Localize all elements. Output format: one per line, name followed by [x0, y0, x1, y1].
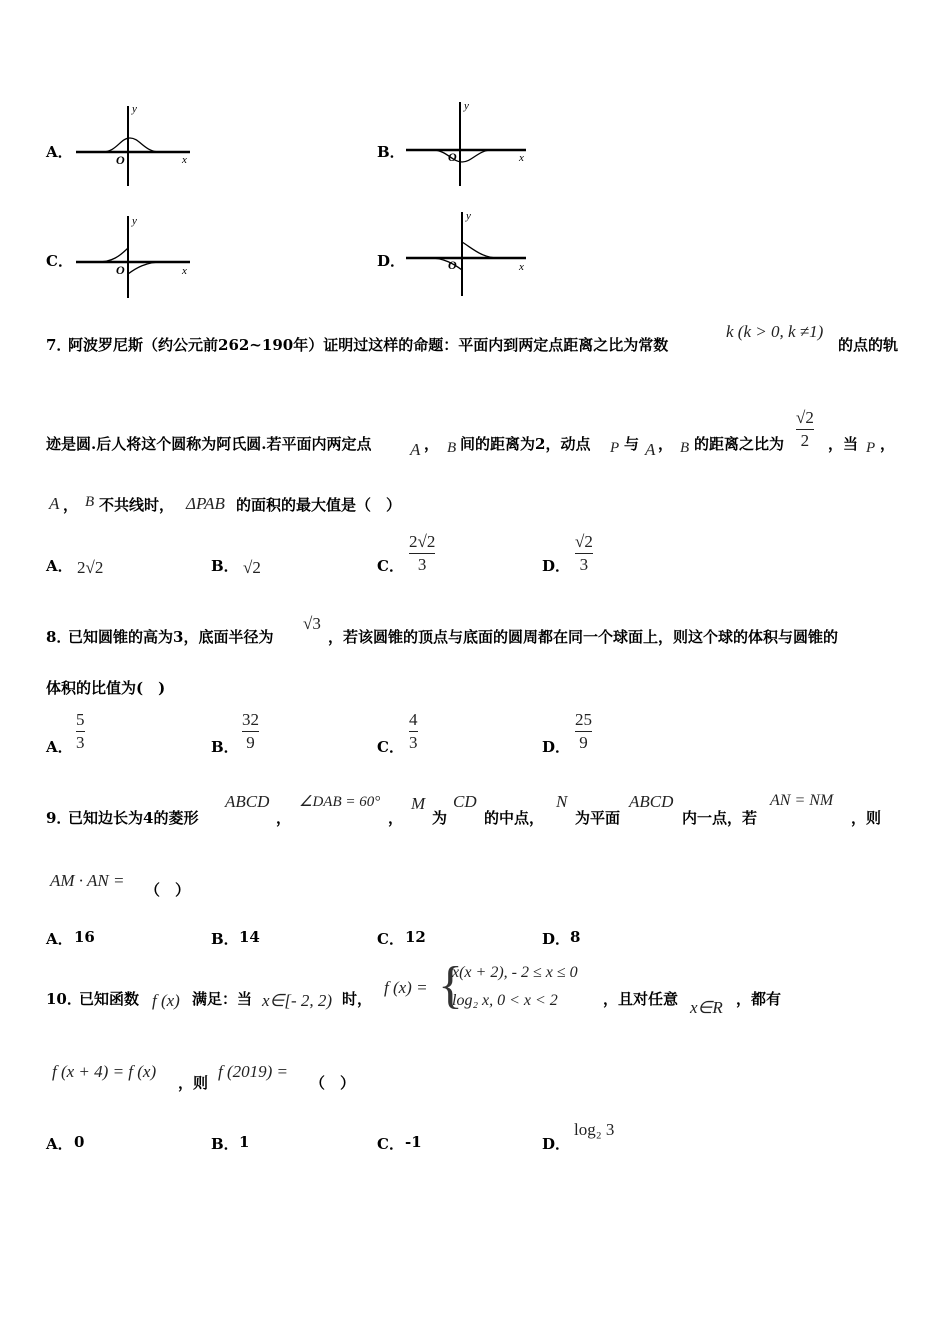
q6a-y-label: y — [132, 103, 137, 115]
q8-option-c-bar — [409, 731, 418, 732]
q7-option-d-num: √2 — [575, 532, 593, 551]
q6-option-b-graph[interactable] — [402, 98, 532, 190]
q7-ratio-fraction — [796, 408, 814, 451]
q8-option-d-bar — [575, 731, 592, 732]
q10-text-5: ，都有 — [736, 990, 782, 1008]
q8-line1-b: ，若该圆锥的顶点与底面的圆周都在同一个球面上，则这个球的体积与圆锥的 — [328, 628, 839, 646]
q10-domain: x∈[- 2, 2) — [262, 991, 333, 1010]
q6b-y-label: y — [464, 100, 469, 112]
q8-option-b-den: 9 — [246, 733, 255, 752]
q9-option-b-label[interactable]: B． — [211, 930, 239, 948]
q9-text-2: ， — [276, 809, 292, 827]
q7-line3-point-b: B — [85, 494, 95, 510]
q9-angle: ∠DAB = 60° — [299, 794, 381, 810]
q9-text-1: 已知边长为4的菱形 — [68, 809, 199, 827]
q6-option-c-label[interactable]: C． — [46, 252, 73, 270]
q7-number: 7． — [46, 336, 72, 354]
q10-case-1: x(x + 2), - 2 ≤ x ≤ 0 — [452, 964, 578, 981]
q7-point-b: B — [447, 440, 457, 456]
q7-comma-3: ， — [63, 496, 79, 514]
q10-text-1: 已知函数 — [79, 990, 140, 1008]
q10-fx-eq: f (x) = — [384, 978, 428, 997]
q8-option-c-label[interactable]: C． — [377, 738, 404, 756]
q6d-x-label: x — [519, 261, 524, 273]
q7-option-a-value[interactable]: 2√2 — [77, 558, 104, 577]
q8-option-c-fraction[interactable] — [409, 710, 418, 753]
q9-point-m: M — [411, 794, 426, 813]
q9-abcd: ABCD — [225, 792, 270, 811]
q7-ratio-bar — [796, 429, 814, 430]
q10-option-a-label[interactable]: A． — [46, 1135, 73, 1153]
q7-option-c-num: 2√2 — [409, 532, 436, 551]
q10-period: f (x + 4) = f (x) — [52, 1062, 157, 1081]
q7-line1: 阿波罗尼斯（约公元前262~190年）证明过这样的命题：平面内到两定点距离之比为常数 — [68, 336, 669, 354]
q9-text-4: 为 — [432, 809, 448, 827]
q9-text-5: 的中点， — [484, 809, 545, 827]
q7-point-b-2: B — [680, 440, 690, 456]
q10-x-in-r: x∈R — [690, 998, 723, 1017]
q7-comma-2: ， — [658, 435, 674, 453]
q9-text-9: （ ） — [145, 881, 191, 899]
q9-dot-product: AM · AN = — [50, 871, 125, 890]
q8-line1-a: 已知圆锥的高为3，底面半径为 — [68, 628, 274, 646]
q7-option-d-den: 3 — [579, 555, 589, 574]
q10-option-c-value[interactable]: -1 — [405, 1133, 422, 1151]
q7-point-p-2: P — [866, 440, 876, 456]
q7-triangle: ΔPAB — [186, 494, 225, 513]
q8-option-c-den: 3 — [409, 733, 418, 752]
q10-option-a-value[interactable]: 0 — [74, 1133, 85, 1151]
q7-line1-end: 的点的轨 — [838, 336, 899, 354]
q9-option-d-label[interactable]: D． — [542, 930, 571, 948]
q6b-x-label: x — [519, 152, 524, 164]
q8-option-a-num: 5 — [76, 710, 85, 729]
q6-option-d-graph[interactable] — [402, 208, 532, 300]
q7-option-c-bar — [409, 553, 435, 554]
q7-option-d-bar — [575, 553, 593, 554]
q10-case-2: log₂ x, 0 < x < 2 — [452, 992, 558, 1009]
q8-option-a-label[interactable]: A． — [46, 738, 73, 756]
q9-option-c-label[interactable]: C． — [377, 930, 404, 948]
q8-option-d-fraction[interactable] — [575, 710, 592, 753]
q7-option-c-fraction[interactable] — [409, 532, 435, 575]
q7-line2-d: 的距离之比为 — [694, 435, 785, 453]
q7-option-d-label[interactable]: D． — [542, 557, 571, 575]
q8-option-a-den: 3 — [76, 733, 85, 752]
q9-point-n: N — [556, 792, 568, 811]
q9-option-c-value[interactable]: 12 — [405, 928, 426, 946]
q7-line2-a: 迹是圆.后人将这个圆称为阿氏圆.若平面内两定点 — [46, 435, 372, 453]
q9-condition: AN = NM — [770, 792, 834, 809]
q9-text-3: ， — [388, 809, 404, 827]
q9-option-d-value[interactable]: 8 — [570, 928, 581, 946]
q10-brace: { — [438, 957, 463, 1014]
q7-point-a: A — [410, 440, 421, 459]
q10-number: 10． — [46, 990, 82, 1008]
q7-option-b-label[interactable]: B． — [211, 557, 239, 575]
q8-option-d-den: 9 — [579, 733, 588, 752]
q9-text-8: ，则 — [851, 809, 882, 827]
q7-comma-1: ， — [424, 435, 440, 453]
q10-option-b-label[interactable]: B． — [211, 1135, 239, 1153]
q8-number: 8． — [46, 628, 72, 646]
q8-radius: √3 — [303, 614, 321, 633]
q7-k-expr: k (k > 0, k ≠1) — [726, 322, 824, 341]
q6-option-a-graph[interactable] — [72, 100, 197, 190]
q7-point-p: P — [610, 440, 620, 456]
q7-line3-a: 不共线时， — [99, 496, 175, 514]
q9-option-a-value[interactable]: 16 — [74, 928, 95, 946]
q9-abcd-2: ABCD — [629, 792, 674, 811]
q7-option-d-fraction[interactable] — [575, 532, 593, 575]
q8-option-b-num: 32 — [242, 710, 259, 729]
q6d-origin-label: O — [448, 258, 457, 272]
q6-option-a-label[interactable]: A． — [46, 143, 73, 161]
q9-cd: CD — [453, 792, 477, 811]
q8-option-a-fraction[interactable] — [76, 710, 85, 753]
q6d-y-label: y — [466, 210, 471, 222]
q8-option-a-bar — [76, 731, 85, 732]
q10-text-3: 时， — [342, 990, 373, 1008]
q9-text-7: 内一点，若 — [682, 809, 758, 827]
q8-option-c-num: 4 — [409, 710, 418, 729]
q10-text-4: ，且对任意 — [603, 990, 679, 1008]
q10-f2019: f (2019) = — [218, 1062, 289, 1081]
q10-text-7: （ ） — [310, 1074, 356, 1092]
q8-option-d-num: 25 — [575, 710, 592, 729]
q7-point-a-2: A — [645, 440, 656, 459]
q8-option-d-label[interactable]: D． — [542, 738, 571, 756]
q10-option-d-label[interactable]: D． — [542, 1135, 571, 1153]
q6-option-d-label[interactable]: D． — [377, 252, 406, 270]
q7-line3-point-a: A — [49, 494, 60, 513]
q10-text-6: ，则 — [178, 1074, 209, 1092]
q8-option-b-label[interactable]: B． — [211, 738, 239, 756]
q7-line2-f: ， — [880, 435, 896, 453]
q6b-origin-label: O — [448, 150, 457, 164]
q10-option-d-value[interactable]: log₂ 3 — [574, 1120, 615, 1139]
q6c-x-label: x — [182, 265, 187, 277]
q8-option-b-bar — [242, 731, 259, 732]
q9-text-6: 为平面 — [575, 809, 621, 827]
q7-option-c-den: 3 — [417, 555, 427, 574]
q10-text-2: 满足：当 — [192, 990, 253, 1008]
q9-option-b-value[interactable]: 14 — [239, 928, 260, 946]
q9-option-a-label[interactable]: A． — [46, 930, 73, 948]
q7-option-c-label[interactable]: C． — [377, 557, 404, 575]
q9-number: 9． — [46, 809, 72, 827]
q10-option-b-value[interactable]: 1 — [239, 1133, 250, 1151]
q6-option-b-label[interactable]: B． — [377, 143, 405, 161]
q8-option-b-fraction[interactable] — [242, 710, 259, 753]
q7-line2-c: 与 — [624, 435, 640, 453]
q6a-origin-label: O — [116, 153, 125, 167]
q6a-x-label: x — [182, 154, 187, 166]
q8-line2: 体积的比值为( ) — [46, 679, 166, 697]
q7-line2-b: 间的距离为2，动点 — [460, 435, 591, 453]
q6c-y-label: y — [132, 215, 137, 227]
q7-option-b-value[interactable]: √2 — [243, 558, 261, 577]
q7-ratio-den: 2 — [800, 431, 810, 450]
q6c-origin-label: O — [116, 263, 125, 277]
q7-ratio-num: √2 — [796, 408, 814, 427]
q6-option-c-graph[interactable] — [72, 212, 197, 302]
q7-option-a-label[interactable]: A． — [46, 557, 73, 575]
q10-fx: f (x) — [152, 991, 180, 1010]
q10-option-c-label[interactable]: C． — [377, 1135, 404, 1153]
q7-line2-e: ，当 — [828, 435, 859, 453]
q7-line3-b: 的面积的最大值是（ ） — [236, 496, 402, 514]
